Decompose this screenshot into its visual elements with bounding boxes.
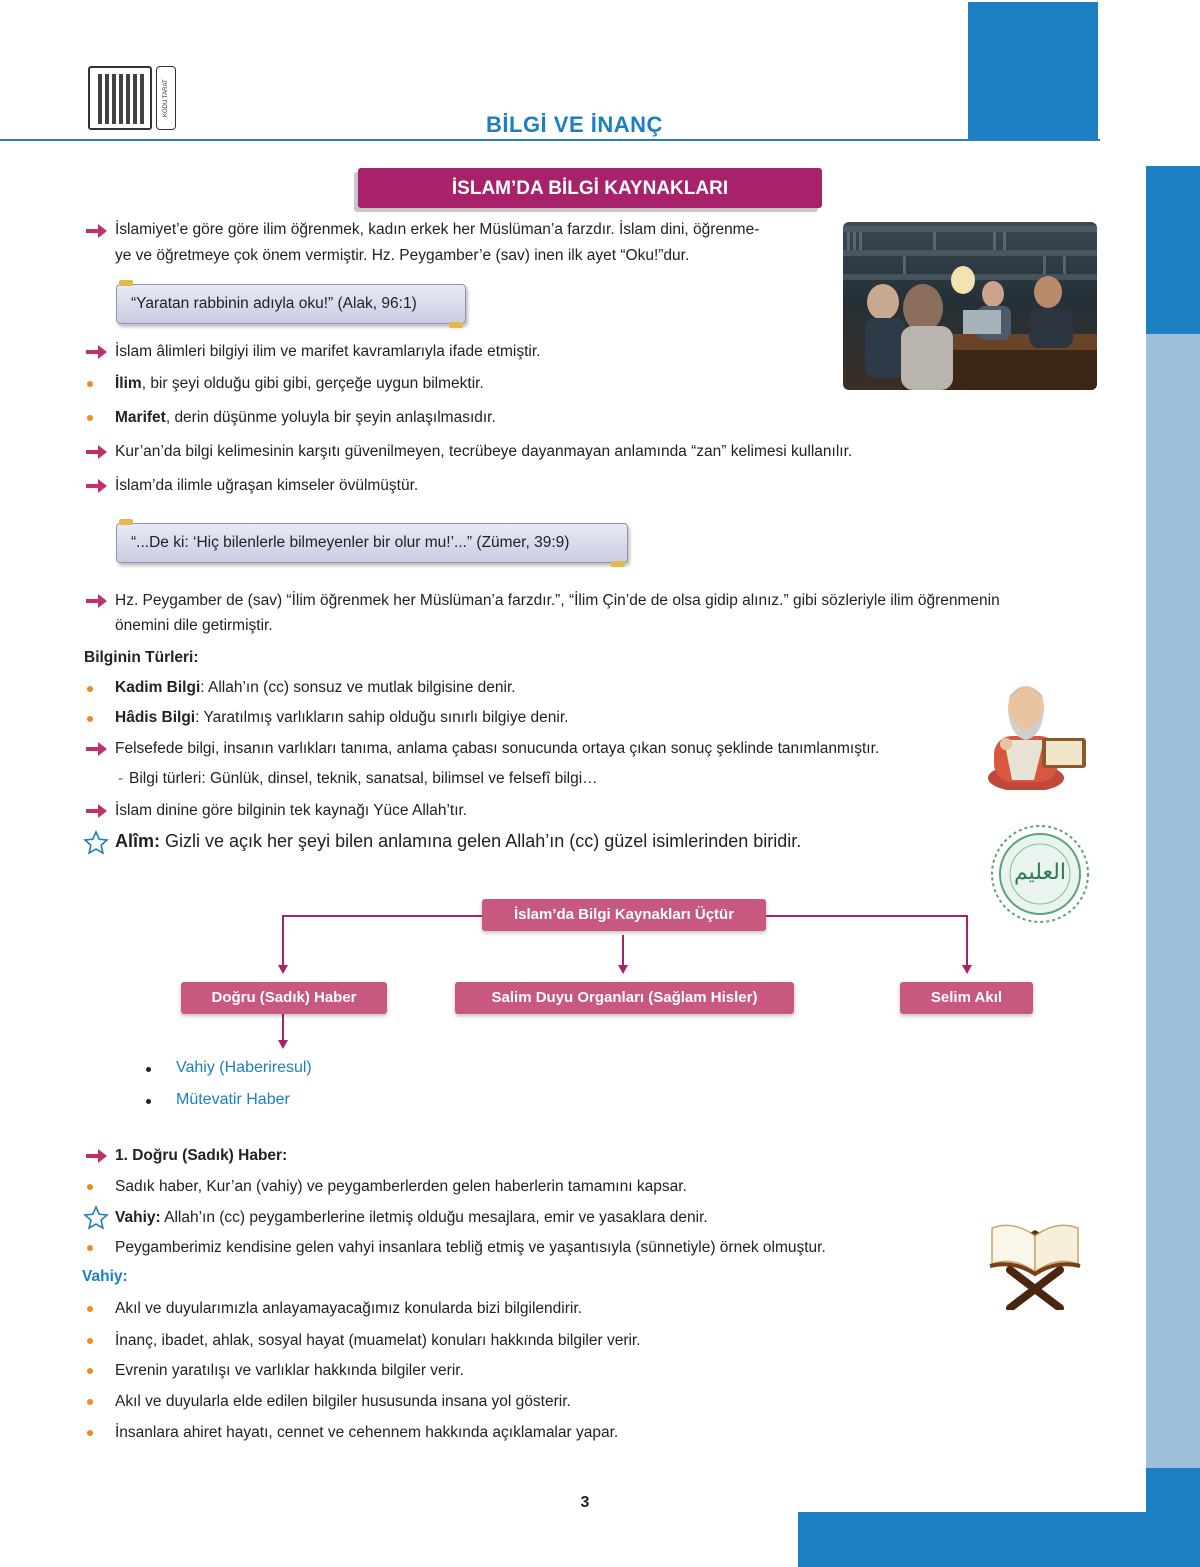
- flow-connector: [622, 935, 624, 967]
- section-banner: İSLAM’DA BİLGİ KAYNAKLARI: [358, 168, 822, 208]
- star-icon: [83, 830, 109, 856]
- star-icon: [83, 1205, 109, 1231]
- ilim-marifet-intro: İslam âlimleri bilgiyi ilim ve marifet kavramlarıyla ifade etmiştir.: [115, 343, 541, 360]
- quote-box: [116, 284, 466, 324]
- prophet-tebligh: Peygamberimiz kendisine gelen vahyi insanlara tebliğ etmiş ve yaşantısıyla (sünnetiyle) örnek olmuştur.: [115, 1239, 826, 1256]
- page-title: BİLGİ VE İNANÇ: [486, 112, 663, 137]
- vahiy-item: Akıl ve duyularımızla anlayamayacağımız konularda bizi bilgilendirir.: [115, 1300, 582, 1317]
- qr-label: KODU TARAT: [156, 66, 176, 130]
- page-number: 3: [580, 1494, 590, 1511]
- scholar-illustration: [984, 680, 1094, 790]
- flow-box-duyu-organlari: Salim Duyu Organları (Sağlam Hisler): [455, 982, 794, 1014]
- arrow-right-icon: [84, 223, 108, 239]
- flow-arrowhead: [278, 965, 288, 974]
- quran-illustration: [980, 1210, 1090, 1310]
- bullet-dot: [87, 415, 93, 421]
- marifet-definition: Marifet, derin düşünme yoluyla bir şeyin anlaşılmasıdır.: [115, 409, 496, 426]
- arrow-right-icon: [84, 593, 108, 609]
- footer-blue-block: [798, 1468, 1200, 1567]
- intro-paragraph-line2: ye ve öğretmeye çok önem vermiştir. Hz. Peygamber’e (sav) inen ilk ayet “Oku!”dur.: [115, 247, 690, 264]
- bullet-dot: [146, 1067, 151, 1072]
- flow-box-selim-akil: Selim Akıl: [900, 982, 1033, 1014]
- alim-definition: Alîm: Gizli ve açık her şeyi bilen anlamına gelen Allah’ın (cc) güzel isimlerinden biridir.: [115, 831, 802, 851]
- vahiy-heading: Vahiy:: [82, 1268, 128, 1285]
- vahiy-item: Akıl ve duyularla elde edilen bilgiler hususunda insana yol gösterir.: [115, 1393, 571, 1410]
- intro-paragraph-line1: İslamiyet’e göre göre ilim öğrenmek, kadın erkek her Müslüman’a farzdır. İslam dini, öğrenme-: [115, 221, 760, 238]
- sub-dash: -: [118, 770, 124, 787]
- zan-paragraph: Kur’an’da bilgi kelimesinin karşıtı güvenilmeyen, tecrübeye dayanmayan anlamında “zan” kelimesi kullanılır.: [115, 443, 853, 460]
- calligraphy-text: العليم: [1014, 860, 1066, 885]
- scholars-praised: İslam’da ilimle uğraşan kimseler övülmüştür.: [115, 477, 419, 494]
- flow-subitem: Vahiy (Haberiresul): [176, 1059, 312, 1076]
- bullet-dot: [87, 1184, 93, 1190]
- flow-box-sadik-haber: Doğru (Sadık) Haber: [181, 982, 387, 1014]
- bullet-dot: [87, 381, 93, 387]
- ilim-definition: İlim, bir şeyi olduğu gibi gibi, gerçeğe uygun bilmektir.: [115, 375, 484, 392]
- flow-root-box: İslam’da Bilgi Kaynakları Üçtür: [482, 899, 766, 931]
- vahiy-item: İnsanlara ahiret hayatı, cennet ve cehennem hakkında açıklamalar yapar.: [115, 1424, 619, 1441]
- quote-box: [116, 523, 628, 563]
- arrow-right-icon: [84, 803, 108, 819]
- arrow-right-icon: [84, 1148, 108, 1164]
- philosophy-definition: Felsefede bilgi, insanın varlıkları tanıma, anlama çabası sonucunda ortaya çıkan sonuç şeklinde tanımlanmıştır.: [115, 740, 880, 757]
- flow-arrowhead: [618, 965, 628, 974]
- side-tab-dark: [1146, 166, 1200, 334]
- hadis-definition: Hâdis Bilgi: Yaratılmış varlıkların sahip olduğu sınırlı bilgiye denir.: [115, 709, 569, 726]
- flow-arrowhead: [278, 1040, 288, 1049]
- arrow-right-icon: [84, 478, 108, 494]
- types-heading: Bilginin Türleri:: [84, 649, 199, 666]
- kadim-definition: Kadim Bilgi: Allah’ın (cc) sonsuz ve mutlak bilgisine denir.: [115, 679, 516, 696]
- bullet-dot: [87, 686, 93, 692]
- sadik-heading: 1. Doğru (Sadık) Haber:: [115, 1147, 288, 1164]
- flow-connector: [966, 915, 968, 967]
- flow-subitem: Mütevatir Haber: [176, 1091, 290, 1108]
- bullet-dot: [87, 1399, 93, 1405]
- quote-text: “...De ki: ‘Hiç bilenlerle bilmeyenler bir olur mu!’...” (Zümer, 39:9): [131, 534, 570, 551]
- bullet-dot: [146, 1099, 151, 1104]
- arrow-right-icon: [84, 344, 108, 360]
- bullet-dot: [87, 1338, 93, 1344]
- side-tab-light: [1146, 334, 1200, 1468]
- knowledge-types-list: Bilgi türleri: Günlük, dinsel, teknik, sanatsal, bilimsel ve felsefî bilgi…: [129, 770, 598, 787]
- quote-text: “Yaratan rabbinin adıyla oku!” (Alak, 96:1): [131, 295, 417, 312]
- bullet-dot: [87, 1430, 93, 1436]
- flow-arrowhead: [962, 965, 972, 974]
- bullet-dot: [87, 716, 93, 722]
- calligraphy-medallion: [988, 822, 1092, 926]
- bullet-dot: [87, 1306, 93, 1312]
- qr-code[interactable]: [88, 66, 152, 130]
- single-source: İslam dinine göre bilginin tek kaynağı Yüce Allah’tır.: [115, 802, 468, 819]
- flow-connector: [766, 915, 968, 917]
- arrow-right-icon: [84, 741, 108, 757]
- flow-connector: [282, 915, 482, 917]
- vahiy-definition: Vahiy: Allah’ın (cc) peygamberlerine iletmiş olduğu mesajlara, emir ve yasaklara denir.: [115, 1209, 708, 1226]
- sadik-paragraph: Sadık haber, Kur’an (vahiy) ve peygamberlerden gelen haberlerin tamamını kapsar.: [115, 1178, 687, 1195]
- library-photo: [843, 222, 1097, 390]
- flow-connector: [282, 915, 284, 967]
- hadith-paragraph-line1: Hz. Peygamber de (sav) “İlim öğrenmek her Müslüman’a farzdır.”, “İlim Çin’de de olsa gidip alınız.” gibi sözleriyle ilim öğrenmenin: [115, 592, 1000, 609]
- arrow-right-icon: [84, 444, 108, 460]
- flow-connector: [282, 1014, 284, 1042]
- vahiy-item: İnanç, ibadet, ahlak, sosyal hayat (muamelat) konuları hakkında bilgiler verir.: [115, 1332, 641, 1349]
- bullet-dot: [87, 1245, 93, 1251]
- hadith-paragraph-line2: önemini dile getirmiştir.: [115, 617, 273, 634]
- header-blue-block: [968, 2, 1098, 140]
- vahiy-item: Evrenin yaratılışı ve varlıklar hakkında bilgiler verir.: [115, 1362, 464, 1379]
- header-rule: [0, 139, 1100, 141]
- bullet-dot: [87, 1368, 93, 1374]
